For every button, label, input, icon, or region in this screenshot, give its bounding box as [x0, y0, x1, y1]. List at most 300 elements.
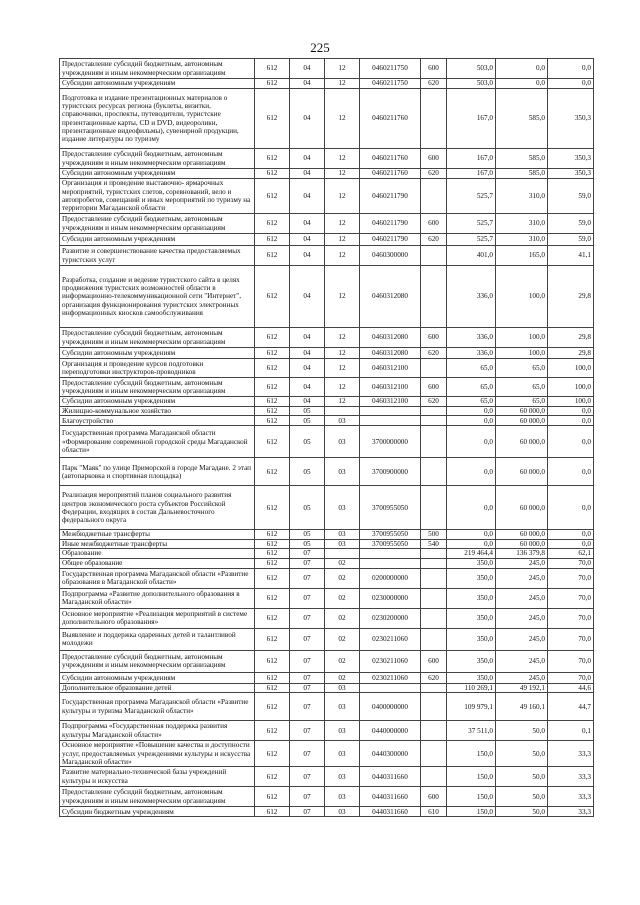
- cell-s2: 50,0: [496, 767, 548, 787]
- cell-csr: 0460211790: [360, 179, 421, 214]
- cell-csr: 0230000000: [360, 588, 421, 608]
- cell-csr: 0460312100: [360, 397, 421, 407]
- table-row: [60, 741, 594, 767]
- cell-s3: 70,0: [548, 588, 594, 608]
- cell-g: 612: [255, 672, 290, 683]
- cell-p: 12: [325, 246, 360, 266]
- cell-s3: 0,0: [548, 458, 594, 486]
- table-row: [60, 169, 594, 179]
- budget-table: [59, 58, 594, 817]
- cell-s3: 29,8: [548, 328, 594, 348]
- cell-g: 612: [255, 266, 290, 328]
- cell-r: 07: [290, 741, 325, 767]
- cell-s1: 37 511,0: [447, 721, 496, 741]
- cell-csr: 0460300000: [360, 246, 421, 266]
- cell-name: Организация и проведение курсов подготовки переподготовки инструкторов-проводников: [60, 359, 255, 378]
- cell-csr: 0460211760: [360, 149, 421, 169]
- cell-vr: 600: [421, 214, 447, 234]
- cell-p: 02: [325, 588, 360, 608]
- cell-csr: 3700955050: [360, 530, 421, 539]
- cell-s3: 41,1: [548, 246, 594, 266]
- cell-name: Государственная программа Магаданской области «Развитие образования в Магаданской области»: [60, 568, 255, 588]
- cell-name: Образование: [60, 548, 255, 558]
- cell-name: Субсидии бюджетным учреждениям: [60, 807, 255, 817]
- cell-r: 04: [290, 246, 325, 266]
- cell-s3: 0,0: [548, 416, 594, 426]
- cell-p: 12: [325, 149, 360, 169]
- cell-p: 03: [325, 741, 360, 767]
- cell-g: 612: [255, 149, 290, 169]
- cell-p: 12: [325, 328, 360, 348]
- cell-p: 03: [325, 530, 360, 539]
- cell-s1: 0,0: [447, 416, 496, 426]
- cell-vr: 600: [421, 59, 447, 79]
- cell-p: 12: [325, 348, 360, 359]
- cell-s2: 60 000,0: [496, 458, 548, 486]
- cell-p: 03: [325, 426, 360, 458]
- cell-r: 04: [290, 359, 325, 378]
- cell-csr: 0230200000: [360, 608, 421, 628]
- cell-s3: 29,8: [548, 266, 594, 328]
- cell-s3: 70,0: [548, 672, 594, 683]
- cell-s2: 165,0: [496, 246, 548, 266]
- cell-s1: 350,0: [447, 568, 496, 588]
- table-row: [60, 650, 594, 672]
- cell-g: 612: [255, 416, 290, 426]
- cell-g: 612: [255, 169, 290, 179]
- cell-s1: 336,0: [447, 266, 496, 328]
- cell-name: Реализация мероприятий планов социального развития центров экономического роста субъектов Российской Федерации, входящих в состав Дальневосточного федерального округа: [60, 486, 255, 530]
- cell-r: 04: [290, 348, 325, 359]
- cell-g: 612: [255, 359, 290, 378]
- cell-p: 12: [325, 214, 360, 234]
- cell-s3: 29,8: [548, 348, 594, 359]
- cell-name: Благоустройство: [60, 416, 255, 426]
- cell-s3: 59,0: [548, 214, 594, 234]
- cell-csr: 0440000000: [360, 721, 421, 741]
- cell-r: 05: [290, 530, 325, 539]
- cell-r: 05: [290, 486, 325, 530]
- cell-r: 04: [290, 214, 325, 234]
- cell-s2: 245,0: [496, 672, 548, 683]
- cell-g: 612: [255, 548, 290, 558]
- cell-vr: 600: [421, 650, 447, 672]
- cell-vr: 620: [421, 234, 447, 246]
- table-row: [60, 628, 594, 650]
- cell-p: 03: [325, 539, 360, 548]
- cell-vr: [421, 89, 447, 149]
- cell-s1: 503,0: [447, 59, 496, 79]
- cell-r: 07: [290, 693, 325, 721]
- cell-r: 05: [290, 416, 325, 426]
- cell-s3: 0,0: [548, 79, 594, 89]
- cell-vr: [421, 588, 447, 608]
- cell-g: 612: [255, 608, 290, 628]
- cell-p: 12: [325, 79, 360, 89]
- cell-s1: 336,0: [447, 328, 496, 348]
- cell-s2: 585,0: [496, 169, 548, 179]
- cell-p: 02: [325, 558, 360, 568]
- cell-s3: 33,3: [548, 807, 594, 817]
- cell-name: Субсидии автономным учреждениям: [60, 348, 255, 359]
- cell-p: 12: [325, 89, 360, 149]
- cell-p: 03: [325, 486, 360, 530]
- cell-vr: 600: [421, 149, 447, 169]
- cell-r: 04: [290, 266, 325, 328]
- cell-vr: [421, 721, 447, 741]
- cell-r: 04: [290, 234, 325, 246]
- table-row: [60, 149, 594, 169]
- cell-csr: 3700955050: [360, 486, 421, 530]
- cell-s3: 33,3: [548, 787, 594, 807]
- cell-p: 12: [325, 169, 360, 179]
- cell-r: 07: [290, 767, 325, 787]
- cell-g: 612: [255, 767, 290, 787]
- table-row: [60, 246, 594, 266]
- cell-g: 612: [255, 59, 290, 79]
- cell-s3: 350,3: [548, 149, 594, 169]
- cell-s1: 65,0: [447, 359, 496, 378]
- cell-s2: 60 000,0: [496, 416, 548, 426]
- cell-vr: [421, 407, 447, 416]
- table-row: [60, 359, 594, 378]
- cell-csr: 0460211790: [360, 234, 421, 246]
- cell-p: 03: [325, 721, 360, 741]
- cell-csr: 0200000000: [360, 568, 421, 588]
- cell-s1: 219 464,4: [447, 548, 496, 558]
- cell-csr: [360, 416, 421, 426]
- cell-s2: 310,0: [496, 234, 548, 246]
- cell-p: 02: [325, 608, 360, 628]
- cell-s3: 59,0: [548, 234, 594, 246]
- cell-s1: 0,0: [447, 530, 496, 539]
- cell-vr: 500: [421, 530, 447, 539]
- cell-g: 612: [255, 246, 290, 266]
- cell-name: Предоставление субсидий бюджетным, автономным учреждениям и иным некоммерческим организациям: [60, 149, 255, 169]
- table-row: [60, 59, 594, 79]
- cell-vr: [421, 266, 447, 328]
- cell-s1: 150,0: [447, 741, 496, 767]
- cell-s2: 65,0: [496, 359, 548, 378]
- table-body: [60, 59, 594, 817]
- table-row: [60, 588, 594, 608]
- cell-s2: 136 379,8: [496, 548, 548, 558]
- cell-vr: 620: [421, 397, 447, 407]
- cell-s2: 0,0: [496, 59, 548, 79]
- cell-csr: [360, 683, 421, 692]
- cell-s1: 350,0: [447, 672, 496, 683]
- cell-csr: [360, 558, 421, 568]
- cell-vr: [421, 548, 447, 558]
- cell-r: 05: [290, 539, 325, 548]
- cell-name: Развитие материально-технической базы учреждений культуры и искусства: [60, 767, 255, 787]
- table-row: [60, 486, 594, 530]
- cell-s2: 585,0: [496, 89, 548, 149]
- cell-s3: 70,0: [548, 568, 594, 588]
- cell-name: Жилищно-коммунальное хозяйство: [60, 407, 255, 416]
- cell-g: 612: [255, 407, 290, 416]
- cell-s3: 100,0: [548, 378, 594, 397]
- cell-name: Предоставление субсидий бюджетным, автономным учреждениям и иным некоммерческим организациям: [60, 328, 255, 348]
- cell-name: Развитие и совершенствование качества предоставляемых туристских услуг: [60, 246, 255, 266]
- cell-r: 04: [290, 79, 325, 89]
- cell-p: 12: [325, 179, 360, 214]
- cell-s1: 350,0: [447, 588, 496, 608]
- cell-name: Разработка, создание и ведение туристского сайта в целях продвижения туристских возможностей области в информационно-телекоммуникационной сети "Интернет", организация функционирования туристских электронных информационных киосков самообслуживания: [60, 266, 255, 328]
- cell-s3: 0,0: [548, 530, 594, 539]
- cell-s2: 310,0: [496, 214, 548, 234]
- cell-s2: 100,0: [496, 328, 548, 348]
- cell-vr: 600: [421, 378, 447, 397]
- cell-vr: [421, 608, 447, 628]
- cell-g: 612: [255, 234, 290, 246]
- cell-name: Подпрограмма «Государственная поддержка развития культуры Магаданской области»: [60, 721, 255, 741]
- cell-p: 03: [325, 683, 360, 692]
- cell-csr: 0460211760: [360, 89, 421, 149]
- table-row: [60, 426, 594, 458]
- cell-s1: 350,0: [447, 558, 496, 568]
- cell-vr: [421, 416, 447, 426]
- cell-s1: 503,0: [447, 79, 496, 89]
- cell-s1: 150,0: [447, 787, 496, 807]
- cell-g: 612: [255, 721, 290, 741]
- cell-r: 04: [290, 149, 325, 169]
- cell-p: 02: [325, 650, 360, 672]
- table-row: [60, 89, 594, 149]
- cell-s1: 167,0: [447, 89, 496, 149]
- cell-g: 612: [255, 397, 290, 407]
- cell-r: 07: [290, 672, 325, 683]
- cell-csr: 0230211060: [360, 672, 421, 683]
- cell-name: Общее образование: [60, 558, 255, 568]
- table-row: [60, 416, 594, 426]
- cell-csr: [360, 407, 421, 416]
- cell-p: 03: [325, 693, 360, 721]
- cell-s2: 100,0: [496, 266, 548, 328]
- cell-s3: 0,0: [548, 539, 594, 548]
- cell-g: 612: [255, 79, 290, 89]
- cell-name: Дополнительное образование детей: [60, 683, 255, 692]
- cell-vr: [421, 558, 447, 568]
- cell-p: 12: [325, 59, 360, 79]
- cell-g: 612: [255, 214, 290, 234]
- cell-name: Субсидии автономным учреждениям: [60, 397, 255, 407]
- cell-s1: 350,0: [447, 608, 496, 628]
- cell-s3: 70,0: [548, 650, 594, 672]
- cell-s2: 60 000,0: [496, 486, 548, 530]
- cell-r: 07: [290, 608, 325, 628]
- cell-g: 612: [255, 328, 290, 348]
- cell-s2: 100,0: [496, 348, 548, 359]
- cell-s1: 65,0: [447, 397, 496, 407]
- cell-name: Иные межбюджетные трансферты: [60, 539, 255, 548]
- cell-g: 612: [255, 530, 290, 539]
- cell-vr: [421, 628, 447, 650]
- cell-name: Основное мероприятие «Реализация мероприятий в системе дополнительного образования»: [60, 608, 255, 628]
- cell-r: 04: [290, 378, 325, 397]
- cell-csr: 0440311660: [360, 787, 421, 807]
- cell-vr: [421, 693, 447, 721]
- cell-r: 07: [290, 807, 325, 817]
- table-row: [60, 397, 594, 407]
- cell-s1: 65,0: [447, 378, 496, 397]
- cell-g: 612: [255, 568, 290, 588]
- cell-p: [325, 548, 360, 558]
- table-row: [60, 683, 594, 692]
- cell-g: 612: [255, 558, 290, 568]
- cell-csr: 0460312100: [360, 378, 421, 397]
- cell-r: 04: [290, 169, 325, 179]
- cell-r: 07: [290, 558, 325, 568]
- cell-s1: 350,0: [447, 650, 496, 672]
- cell-csr: 0460312080: [360, 348, 421, 359]
- cell-s1: 350,0: [447, 628, 496, 650]
- cell-r: 04: [290, 179, 325, 214]
- cell-s1: 401,0: [447, 246, 496, 266]
- cell-r: 05: [290, 407, 325, 416]
- cell-s3: 33,3: [548, 741, 594, 767]
- cell-s2: 585,0: [496, 149, 548, 169]
- table-row: [60, 608, 594, 628]
- table-row: [60, 548, 594, 558]
- cell-s1: 150,0: [447, 807, 496, 817]
- cell-s2: 50,0: [496, 807, 548, 817]
- cell-s3: 350,3: [548, 169, 594, 179]
- cell-p: 03: [325, 458, 360, 486]
- cell-name: Предоставление субсидий бюджетным, автономным учреждениям и иным некоммерческим организациям: [60, 59, 255, 79]
- cell-s2: 245,0: [496, 568, 548, 588]
- cell-s2: 60 000,0: [496, 539, 548, 548]
- cell-r: 07: [290, 548, 325, 558]
- cell-g: 612: [255, 741, 290, 767]
- cell-s1: 525,7: [447, 179, 496, 214]
- cell-p: 03: [325, 767, 360, 787]
- cell-p: [325, 407, 360, 416]
- cell-s1: 525,7: [447, 234, 496, 246]
- cell-s1: 0,0: [447, 407, 496, 416]
- cell-vr: [421, 458, 447, 486]
- cell-vr: [421, 741, 447, 767]
- cell-s3: 70,0: [548, 558, 594, 568]
- cell-s3: 44,7: [548, 693, 594, 721]
- cell-vr: [421, 767, 447, 787]
- cell-s2: 245,0: [496, 558, 548, 568]
- cell-r: 07: [290, 787, 325, 807]
- table-row: [60, 558, 594, 568]
- cell-g: 612: [255, 588, 290, 608]
- cell-s1: 167,0: [447, 169, 496, 179]
- cell-p: 02: [325, 568, 360, 588]
- cell-g: 612: [255, 683, 290, 692]
- table-row: [60, 179, 594, 214]
- cell-name: Межбюджетные трансферты: [60, 530, 255, 539]
- cell-name: Предоставление субсидий бюджетным, автономным учреждениям и иным некоммерческим организациям: [60, 378, 255, 397]
- cell-g: 612: [255, 378, 290, 397]
- cell-s2: 0,0: [496, 79, 548, 89]
- cell-r: 04: [290, 89, 325, 149]
- cell-r: 07: [290, 650, 325, 672]
- table-row: [60, 721, 594, 741]
- cell-s2: 60 000,0: [496, 407, 548, 416]
- cell-csr: 0460211760: [360, 169, 421, 179]
- table-row: [60, 378, 594, 397]
- cell-s2: 245,0: [496, 608, 548, 628]
- cell-s2: 245,0: [496, 588, 548, 608]
- cell-name: Государственная программа Магаданской области «Формирование современной городской среды Магаданской области»: [60, 426, 255, 458]
- cell-s3: 0,1: [548, 721, 594, 741]
- cell-name: Субсидии автономным учреждениям: [60, 234, 255, 246]
- cell-s2: 49 160,1: [496, 693, 548, 721]
- table-row: [60, 266, 594, 328]
- cell-s3: 44,6: [548, 683, 594, 692]
- cell-s3: 59,0: [548, 179, 594, 214]
- cell-vr: 620: [421, 79, 447, 89]
- cell-r: 04: [290, 59, 325, 79]
- cell-name: Подготовка и издание презентационных материалов о туристских ресурсах региона (буклеты, визитки, справочники, проспекты, путеводители, туристские презентационные карты, CD и DVD, видеоролики, презентационные видеофильмы), сувенирной продукции, издание литературы по туризму: [60, 89, 255, 149]
- cell-name: Выявление и поддержка одаренных детей и талантливой молодежи: [60, 628, 255, 650]
- cell-name: Субсидии автономным учреждениям: [60, 672, 255, 683]
- table-row: [60, 672, 594, 683]
- cell-csr: 0460211750: [360, 59, 421, 79]
- cell-vr: 610: [421, 807, 447, 817]
- cell-r: 07: [290, 588, 325, 608]
- cell-g: 612: [255, 628, 290, 650]
- cell-s2: 50,0: [496, 741, 548, 767]
- cell-p: 12: [325, 266, 360, 328]
- cell-g: 612: [255, 807, 290, 817]
- cell-csr: 3700000000: [360, 426, 421, 458]
- cell-s3: 0,0: [548, 426, 594, 458]
- cell-vr: 600: [421, 328, 447, 348]
- cell-vr: [421, 179, 447, 214]
- cell-s2: 245,0: [496, 628, 548, 650]
- cell-vr: [421, 486, 447, 530]
- cell-s3: 100,0: [548, 397, 594, 407]
- cell-g: 612: [255, 486, 290, 530]
- cell-s3: 62,1: [548, 548, 594, 558]
- cell-g: 612: [255, 89, 290, 149]
- cell-vr: 620: [421, 169, 447, 179]
- cell-p: 03: [325, 787, 360, 807]
- cell-csr: 0460312080: [360, 266, 421, 328]
- cell-s3: 70,0: [548, 628, 594, 650]
- cell-vr: [421, 246, 447, 266]
- cell-vr: [421, 359, 447, 378]
- cell-s2: 65,0: [496, 397, 548, 407]
- cell-r: 04: [290, 328, 325, 348]
- cell-name: Предоставление субсидий бюджетным, автономным учреждениям и иным некоммерческим организациям: [60, 650, 255, 672]
- cell-name: Организация и проведение выставочно- ярмарочных мероприятий, туристских слетов, соревнований, вело и автопробегов, совещаний и иных мероприятий по туризму на территории Магаданской области: [60, 179, 255, 214]
- table-row: [60, 568, 594, 588]
- cell-s3: 33,3: [548, 767, 594, 787]
- cell-p: 02: [325, 672, 360, 683]
- cell-csr: 0460211750: [360, 79, 421, 89]
- cell-g: 612: [255, 539, 290, 548]
- cell-s3: 100,0: [548, 359, 594, 378]
- cell-csr: 0230211060: [360, 650, 421, 672]
- cell-csr: 0400000000: [360, 693, 421, 721]
- cell-s1: 167,0: [447, 149, 496, 169]
- cell-csr: 0440311660: [360, 767, 421, 787]
- cell-vr: 620: [421, 348, 447, 359]
- cell-r: 07: [290, 683, 325, 692]
- cell-csr: 0440311660: [360, 807, 421, 817]
- table-row: [60, 79, 594, 89]
- cell-s1: 0,0: [447, 539, 496, 548]
- cell-s2: 245,0: [496, 650, 548, 672]
- cell-s1: 336,0: [447, 348, 496, 359]
- cell-r: 07: [290, 568, 325, 588]
